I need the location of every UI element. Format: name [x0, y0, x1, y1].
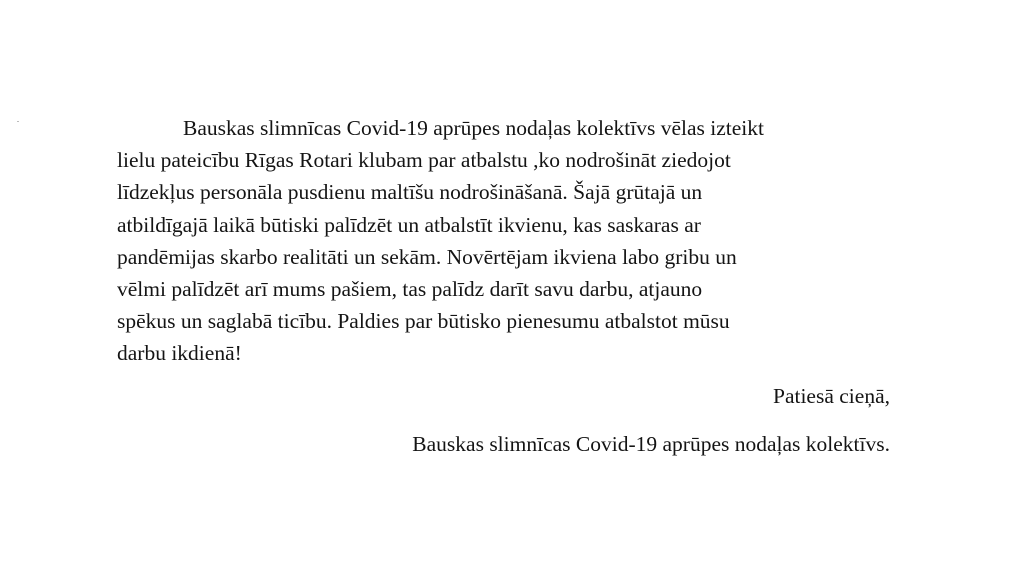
letter-line: spēkus un saglabā ticību. Paldies par būtisko pienesumu atbalstot mūsu	[117, 309, 730, 334]
letter-line: Bauskas slimnīcas Covid-19 aprūpes nodaļas kolektīvs vēlas izteikt	[183, 116, 764, 140]
letter-line: atbildīgajā laikā būtiski palīdzēt un atbalstīt ikvienu, kas saskaras ar	[117, 212, 701, 237]
letter-signature: Bauskas slimnīcas Covid-19 aprūpes nodaļas kolektīvs.	[412, 432, 890, 456]
letter-line: darbu ikdienā!	[117, 341, 242, 366]
letter-line: pandēmijas skarbo realitāti un sekām. Novērtējam ikviena labo gribu un	[117, 244, 737, 269]
scan-speck	[17, 121, 19, 122]
letter-line: lielu pateicību Rīgas Rotari klubam par atbalstu ,ko nodrošināt ziedojot	[117, 148, 731, 173]
letter-line: līdzekļus personāla pusdienu maltīšu nodrošināšanā. Šajā grūtajā un	[117, 180, 703, 205]
letter-body	[117, 112, 897, 370]
letter-line: vēlmi palīdzēt arī mums pašiem, tas palīdz darīt savu darbu, atjauno	[117, 276, 703, 301]
letter-closing: Patiesā cieņā,	[772, 384, 890, 408]
